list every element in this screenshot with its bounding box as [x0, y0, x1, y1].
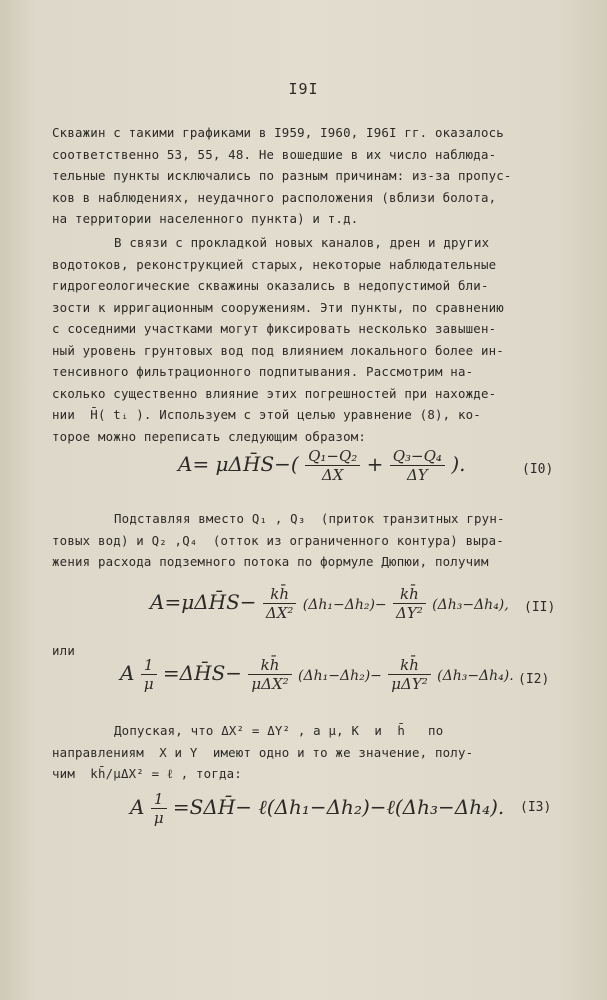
page-number: I9I: [288, 80, 319, 98]
eq13-frac0-numerator: 1: [151, 790, 167, 809]
eq12-frac0-denominator: μ: [143, 675, 154, 693]
text-line: ный уровень грунтовых вод под влиянием локального более ин-: [52, 342, 504, 358]
text-line: зости к ирригационным сооружениям. Эти пункты, по сравнению: [52, 299, 504, 315]
text-line: на территории населенного пункта) и т.д.: [52, 211, 359, 226]
eq10-fraction-2: [390, 447, 445, 484]
eq10-frac1-numerator: Q₁−Q₂: [305, 447, 360, 466]
text-line: или: [52, 643, 75, 658]
eq10-rhs-end: ).: [451, 452, 466, 476]
equation-11: [150, 585, 509, 622]
equation-13-number: (I3): [520, 800, 552, 815]
eq12-frac2-numerator: kh̄: [388, 656, 431, 675]
text-line: направлениям X и Y имеют одно и то же значение, полу-: [52, 744, 474, 760]
eq11-fraction-2: [393, 585, 426, 622]
eq13-fraction-0: [151, 790, 167, 827]
eq11-rhs-end: (Δh₃−Δh₄),: [432, 597, 509, 613]
eq12-frac0-numerator: 1: [141, 656, 157, 675]
eq13-rhs: =SΔH̄− ℓ(Δh₁−Δh₂)−ℓ(Δh₃−Δh₄).: [172, 795, 505, 819]
text-line: жения расхода подземного потока по формуле Дюпюи, получим: [52, 554, 489, 569]
text-line: сколько существенно влияние этих погрешностей при нахожде-: [52, 385, 497, 401]
eq10-frac1-denominator: ΔX: [321, 466, 344, 484]
eq13-frac0-denominator: μ: [153, 809, 164, 827]
equation-13: [130, 790, 504, 827]
equation-12-number: (I2): [518, 672, 550, 687]
eq13-lhs: A: [130, 795, 145, 819]
text-line: Подставляя вместо Q₁ , Q₃ (приток транзитных грун-: [114, 511, 505, 526]
eq12-fraction-0: [141, 656, 157, 693]
paragraph-3: [52, 508, 572, 573]
eq10-plus: +: [366, 452, 384, 476]
equation-11-number: (II): [524, 600, 556, 615]
eq10-frac2-denominator: ΔY: [406, 466, 428, 484]
eq11-middle: (Δh₁−Δh₂)−: [302, 597, 387, 613]
text-line: тенсивного фильтрационного подпитывания. Рассмотрим на-: [52, 364, 474, 379]
paragraph-1: [52, 122, 572, 230]
eq11-lhs: A=μΔH̄S−: [150, 590, 257, 614]
text-line: чим kh̄/μΔX² = ℓ , тогда:: [52, 766, 242, 781]
text-line: торое можно переписать следующим образом:: [52, 428, 367, 444]
eq10-frac2-numerator: Q₃−Q₄: [390, 447, 445, 466]
equation-10-number: (I0): [522, 462, 554, 477]
eq12-middle-0: =ΔH̄S−: [162, 661, 243, 685]
text-line: ков в наблюдениях, неудачного расположения (вблизи болота,: [52, 189, 497, 205]
eq12-lhs: A: [120, 661, 135, 685]
eq11-frac2-denominator: ΔY²: [396, 604, 423, 622]
eq11-frac1-numerator: kh̄: [263, 585, 297, 604]
eq11-frac2-numerator: kh̄: [393, 585, 426, 604]
eq12-frac2-denominator: μΔY²: [391, 675, 428, 693]
text-line: нии H̄( tᵢ ). Используем с этой целью уравнение (8), ко-: [52, 407, 481, 422]
paragraph-4: [52, 720, 572, 785]
text-line: водотоков, реконструкцией старых, некоторые наблюдательные: [52, 256, 497, 272]
eq12-frac1-denominator: μΔX²: [251, 675, 289, 693]
eq12-frac1-numerator: kh̄: [248, 656, 291, 675]
eq12-fraction-2: [388, 656, 431, 693]
text-line: В связи с прокладкой новых каналов, дрен и других: [114, 235, 490, 250]
eq12-middle: (Δh₁−Δh₂)−: [298, 668, 382, 684]
eq11-fraction-1: [263, 585, 297, 622]
text-line: товых вод) и Q₂ ,Q₄ (отток из ограниченного контура) выра-: [52, 532, 504, 548]
text-line: с соседними участками могут фиксировать несколько завышен-: [52, 321, 497, 336]
eq10-fraction-1: [305, 447, 360, 484]
eq12-rhs-end: (Δh₃−Δh₄).: [437, 668, 514, 684]
text-line: соответственно 53, 55, 48. Не вошедшие в их число наблюда-: [52, 146, 497, 162]
text-line: Скважин с такими графиками в I959, I960, I96I гг. оказалось: [52, 125, 504, 140]
text-line: тельные пункты исключались по разным причинам: из-за пропус-: [52, 168, 512, 183]
eq12-fraction-1: [248, 656, 291, 693]
paragraph-2: [52, 232, 572, 447]
equation-10: [178, 447, 465, 484]
eq10-lhs: A= μΔH̄S−(: [178, 452, 299, 476]
eq11-frac1-denominator: ΔX²: [265, 604, 294, 622]
text-line: Допуская, что ΔX² = ΔY² , а μ, K и h̄ по: [114, 723, 444, 738]
text-line: гидрогеологические скважины оказались в недопустимой бли-: [52, 278, 489, 293]
equation-12: [120, 656, 514, 693]
